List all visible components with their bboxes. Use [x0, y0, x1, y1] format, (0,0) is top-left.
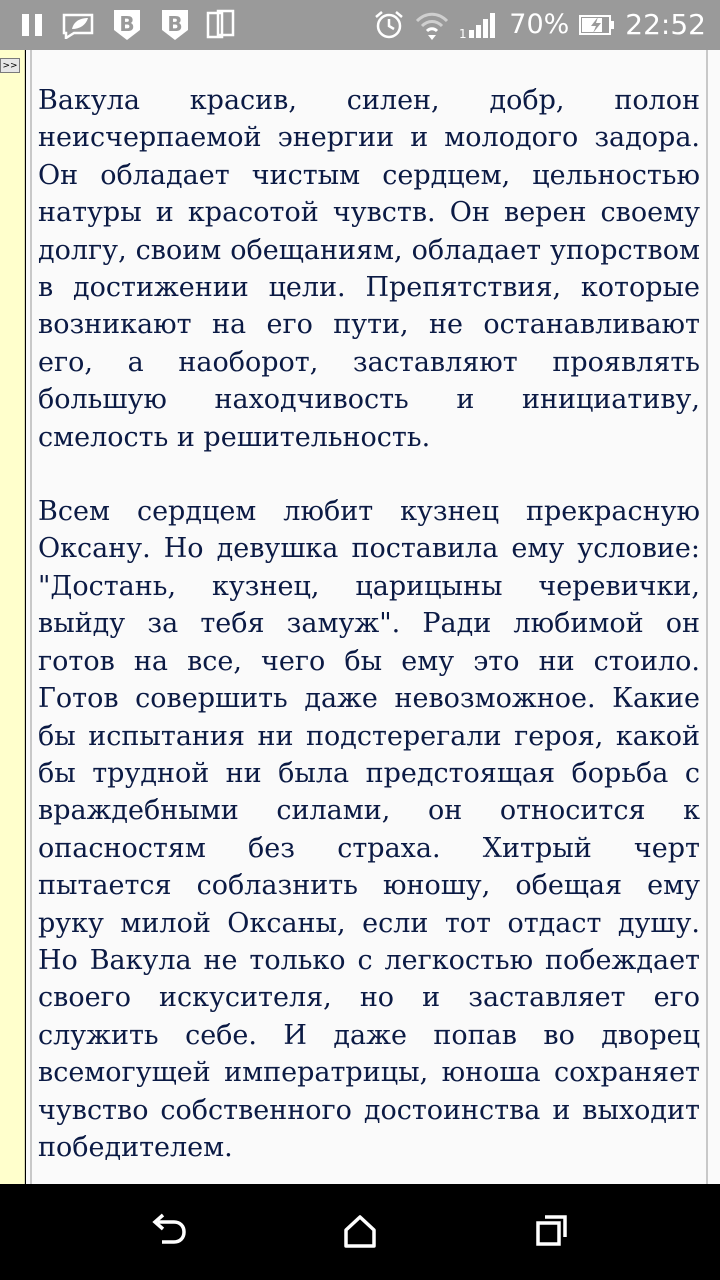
notification-icons	[20, 0, 236, 50]
leaf-message-icon	[60, 11, 96, 39]
clock: 22:52	[625, 8, 706, 41]
system-icons	[373, 0, 706, 50]
content-border-right	[706, 50, 708, 1184]
battery-percent: 70%	[509, 9, 570, 40]
svg-text:B: B	[119, 12, 135, 36]
battery-charging-icon	[579, 14, 615, 36]
recents-icon	[532, 1210, 572, 1255]
content-border-left	[30, 50, 32, 1184]
pause-icon	[20, 11, 46, 39]
signal-icon	[459, 10, 499, 40]
vk-b-icon	[110, 8, 144, 42]
article-text	[38, 82, 700, 1203]
sidebar-expand-button[interactable]: >>	[0, 58, 20, 73]
home-icon	[340, 1210, 380, 1255]
status-bar	[0, 0, 720, 50]
back-button[interactable]	[144, 1208, 192, 1256]
wifi-icon	[415, 9, 449, 41]
navigation-bar	[0, 1184, 720, 1280]
vk-b-icon	[158, 8, 192, 42]
article-paragraph-2: Всем сердцем любит кузнец прекрасную Оксану. Но девушка поставила ему условие: "Достань, кузнец, царицыны черевички, выйду за тебя замуж". Ради любимой он готов на все, чего бы ему это ни стоило. Готов совершить даже невозможное. Какие бы испытания ни подстерегали героя, какой бы трудной ни была предстоящая борьба с враждебными силами, он относится к опасностям без страха. Хитрый черт пытается соблазнить юношу, обещая ему руку милой Оксаны, если тот отдаст душу. Но Вакула не только с легкостью побеждает своего искусителя, но и заставляет его служить себе. И даже попав во дворец всемогущей императрицы, юноша сохраняет чувство собственного достоинства и выходит победителем.	[38, 496, 700, 1163]
back-icon	[148, 1210, 188, 1255]
sidebar-strip	[0, 50, 25, 1184]
article-paragraph-1: Вакула красив, силен, добр, полон неисчерпаемой энергии и молодого задора. Он обладает чистым сердцем, цельностью натуры и красотой чувств. Он верен своему долгу, своим обещаниям, обладает упорством в достижении цели. Препятствия, которые возникают на его пути, не останавливают его, а наоборот, заставляют проявлять большую находчивость и инициативу, смелость и решительность.	[38, 85, 700, 453]
dual-sim-icon	[206, 9, 236, 41]
svg-text:B: B	[167, 12, 183, 36]
alarm-icon	[373, 9, 405, 41]
home-button[interactable]	[336, 1208, 384, 1256]
svg-text:1: 1	[459, 27, 467, 40]
recents-button[interactable]	[528, 1208, 576, 1256]
